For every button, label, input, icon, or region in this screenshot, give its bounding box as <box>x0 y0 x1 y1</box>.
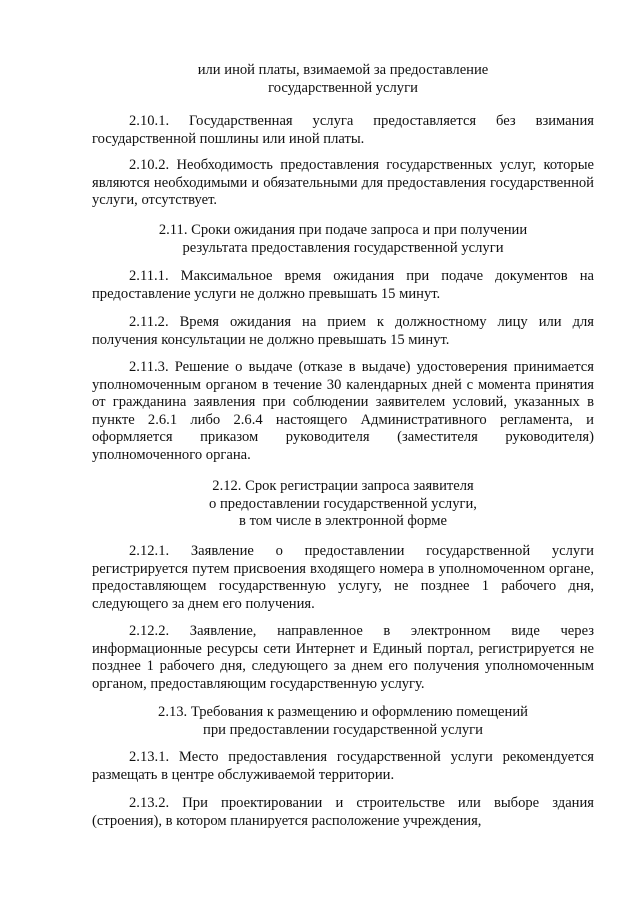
paragraph-2-12-1: 2.12.1. Заявление о предоставлении государственной услуги регистрируется путем присвоения входящего номера в уполномоченном органе, предоставляющем государственную услугу, не позднее 1 рабочего дня, следующего за днем его получения. <box>92 543 594 612</box>
paragraph-2-13-2: 2.13.2. При проектировании и строительстве или выборе здания (строения), в котором планируется расположение учреждения, <box>92 795 594 829</box>
section-heading-continuation: или иной платы, взимаемой за предоставление государственной услуги <box>197 62 489 96</box>
section-heading-2-12: 2.12. Срок регистрации запроса заявителя о предоставлении государственной услуги, в том числе в электронной форме <box>209 478 477 529</box>
paragraph-2-12-2: 2.12.2. Заявление, направленное в электронном виде через информационные ресурсы сети Интернет и Единый портал, регистрируется не позднее 1 рабочего дня, следующего за днем его получения уполномоченным органом, предоставляющим государственную услугу. <box>92 623 594 692</box>
paragraph-2-10-1: 2.10.1. Государственная услуга предоставляется без взимания государственной пошлины или иной платы. <box>92 113 594 147</box>
paragraph-2-11-2: 2.11.2. Время ожидания на прием к должностному лицу или для получения консультации не должно превышать 15 минут. <box>92 314 594 348</box>
paragraph-2-13-1: 2.13.1. Место предоставления государственной услуги рекомендуется размещать в центре обслуживаемой территории. <box>92 749 594 783</box>
section-heading-2-11: 2.11. Сроки ожидания при подаче запроса и при получении результата предоставления государственной услуги <box>158 222 528 256</box>
paragraph-2-11-1: 2.11.1. Максимальное время ожидания при подаче документов на предоставление услуги не должно превышать 15 минут. <box>92 268 594 302</box>
paragraph-2-11-3: 2.11.3. Решение о выдаче (отказе в выдаче) удостоверения принимается уполномоченным органом в течение 30 календарных дней с момента принятия от гражданина заявления при соблюдении заявителем условий, указанных в пункте 2.6.1 либо 2.6.4 настоящего Административного регламента, и оформляется приказом руководителя (заместителя руководителя) уполномоченного органа. <box>92 359 594 463</box>
section-heading-2-13: 2.13. Требования к размещению и оформлению помещений при предоставлении государственной услуги <box>158 704 528 738</box>
paragraph-2-10-2: 2.10.2. Необходимость предоставления государственных услуг, которые являются необходимыми и обязательными для предоставления государственной услуги, отсутствует. <box>92 157 594 208</box>
